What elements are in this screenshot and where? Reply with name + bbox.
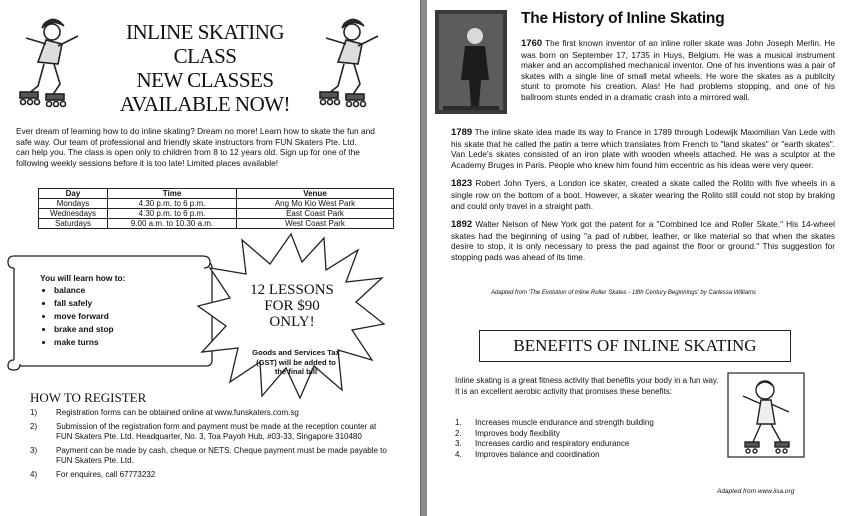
register-list [30,408,390,484]
learn-list [40,284,210,349]
item-text: For enquires, call 67773232 [56,470,156,479]
item-number: 2) [30,422,38,431]
learn-heading: You will learn how to: [40,273,126,283]
list-item: • brake and stop [54,323,210,336]
col-header-day: Day [39,189,108,199]
item-text: Increases muscle endurance and strength building [475,418,654,427]
history-title: The History of Inline Skating [521,10,725,27]
list-item [30,446,390,466]
cell-day: Saturdays [39,219,108,229]
item-number: 1. [455,418,462,427]
intro-line: Ever dream of learning how to do inline skating? Dream no more! Learn how to skate the fun and [16,126,375,136]
list-item [30,408,390,418]
class-title [110,20,300,116]
item-text: Submission of the registration form and payment must be made at the reception counter at FUN Skaters Pte. Ltd. Headquarter, No. 3, Toa Payoh Hub, #03-33, Singapore 310480 [56,422,377,441]
list-item: • move forward [54,310,210,323]
offer-line: FOR $90 [264,298,320,314]
table-row [39,219,394,229]
col-header-venue: Venue [237,189,394,199]
item-number: 4. [455,449,462,459]
history-citation: Adapted from 'The Evolution of Inline Roller Skates - 18th Century Beginnings' by Carlessa Williams [491,290,757,296]
item-text: Payment can be made by cash, cheque or NETS. Cheque payment must be made payable to FUN Skaters Pte. Ltd. [56,446,387,465]
cell-day: Mondays [39,199,108,209]
gst-note [240,348,352,377]
skater-icon-right [308,18,400,108]
offer-line: 12 LESSONS [250,282,334,298]
intro-line: following weekly sessions before it is too late! Limited places available! [16,157,279,168]
left-page [0,0,421,516]
item-number: 4) [30,470,38,479]
intro-text [16,126,416,168]
history-paragraph [451,219,835,262]
list-item [30,470,390,480]
history-text: Robert John Tyers, a London ice skater, created a skate called the Rolito with five wheels in a single row on the bottom of a boot. However, a skater wearing the Rolito still could not stop by braking and could only travel in a straight path. [451,178,835,211]
history-para-1760 [521,38,835,111]
history-year: 1789 [451,127,473,138]
history-paragraph [521,38,835,103]
table-header-row [39,189,394,199]
gst-line: Goods and Services Tax [252,348,340,357]
offer-line: ONLY! [269,314,315,330]
list-item [455,450,715,461]
cell-time: 4.30 p.m. to 6 p.m. [108,199,237,209]
item-number: 3. [455,439,462,448]
list-item [455,439,715,450]
item-number: 2. [455,428,462,438]
history-year: 1760 [521,38,543,49]
offer-text [240,282,344,330]
history-text: The first known inventor of an inline roller skate was John Joseph Merlin. He was born on September 17, 1735 in Huys, Belgium. He was a musical instrument maker and an accomplished mechanical inventor. One of his inventions was a pair of skates with a single line of small metal wheels. He wore the skates as a publicity stunt to promote his creation. Alas! He had problems stopping, and one of his ballroom stunts ended in a dramatic crash into a mirrored wall. [521,38,835,102]
list-item [455,418,715,429]
gst-line: (GST) will be added to [256,357,336,367]
cell-venue: East Coast Park [237,209,394,219]
schedule-table [38,188,394,229]
history-text: Walter Nelson of New York got the patent for a "Combined Ice and Roller Skate." His 14-wheel skates had the beginning of using "a pad of rubber, leather, or like material so that when the skates desire to stop, it is only necessary to press the pad against the floor or ground." This suggestion for stopping pads was ahead of its time. [451,219,835,262]
item-text: Registration forms can be obtained online at www.funskaters.com.sg [56,408,299,417]
learn-box [40,272,210,349]
kid-skater-icon [727,372,805,458]
list-item [455,429,715,440]
benefits-list [455,418,715,460]
history-more [451,127,835,271]
title-line: AVAILABLE NOW! [119,92,291,116]
history-text: The inline skate idea made its way to France in 1789 through Lodewijk Maximilian Van Lede with his skate that he called the patin a terre which translates from French to "land skates" or "earth skates". Van Lede's skates consisted of an iron plate with wooden wheels attached. He was a sculptor at the Academy Bruges in Paris. People who knew him found him eccentric as his ideas were very queer. [451,127,835,170]
item-text: Improves body flexibility [475,428,560,438]
col-header-time: Time [108,189,237,199]
list-item [30,422,390,442]
intro-line: safe way. Our team of professional and friendly skate instructors from FUN Skaters Pte. Ltd. [16,136,357,147]
list-item: • make turns [54,336,210,349]
history-paragraph [451,127,835,170]
list-item: • balance [54,284,210,297]
item-text: Increases cardio and respiratory endurance [475,439,630,448]
benefits-title: BENEFITS OF INLINE SKATING [479,330,791,362]
skater-icon-left [8,18,100,108]
benefits-intro: Inline skating is a great fitness activity that benefits your body in a fun way. It is an excellent aerobic activity that promises these benefits: [455,376,719,396]
cell-time: 9.00 a.m. to 10.30 a.m. [108,219,237,229]
cell-day: Wednesdays [39,209,108,219]
item-number: 3) [30,446,38,455]
cell-venue: West Coast Park [237,219,394,229]
title-line: INLINE SKATING [125,20,285,44]
history-paragraph [451,178,835,211]
benefits-source: Adapted from www.iisa.org [717,488,795,495]
history-year: 1892 [451,219,473,231]
table-row [39,209,394,219]
portrait-image [435,10,507,114]
register-heading: HOW TO REGISTER [30,390,147,405]
right-page [427,0,846,516]
title-line: NEW CLASSES [136,68,274,92]
item-text: Improves balance and coordination [475,449,600,459]
item-number: 1) [30,408,38,417]
title-line: CLASS [173,44,237,68]
cell-venue: Ang Mo Kio West Park [237,199,394,209]
cell-time: 4.30 p.m. to 6 p.m. [108,209,237,219]
gst-line: the final bill [274,367,318,376]
intro-line: can help you. The class is open only to children from 8 to 12 years old. Sign up for one of the [16,147,360,157]
table-row [39,199,394,209]
list-item: • fall safely [54,297,210,310]
history-year: 1823 [451,178,473,190]
